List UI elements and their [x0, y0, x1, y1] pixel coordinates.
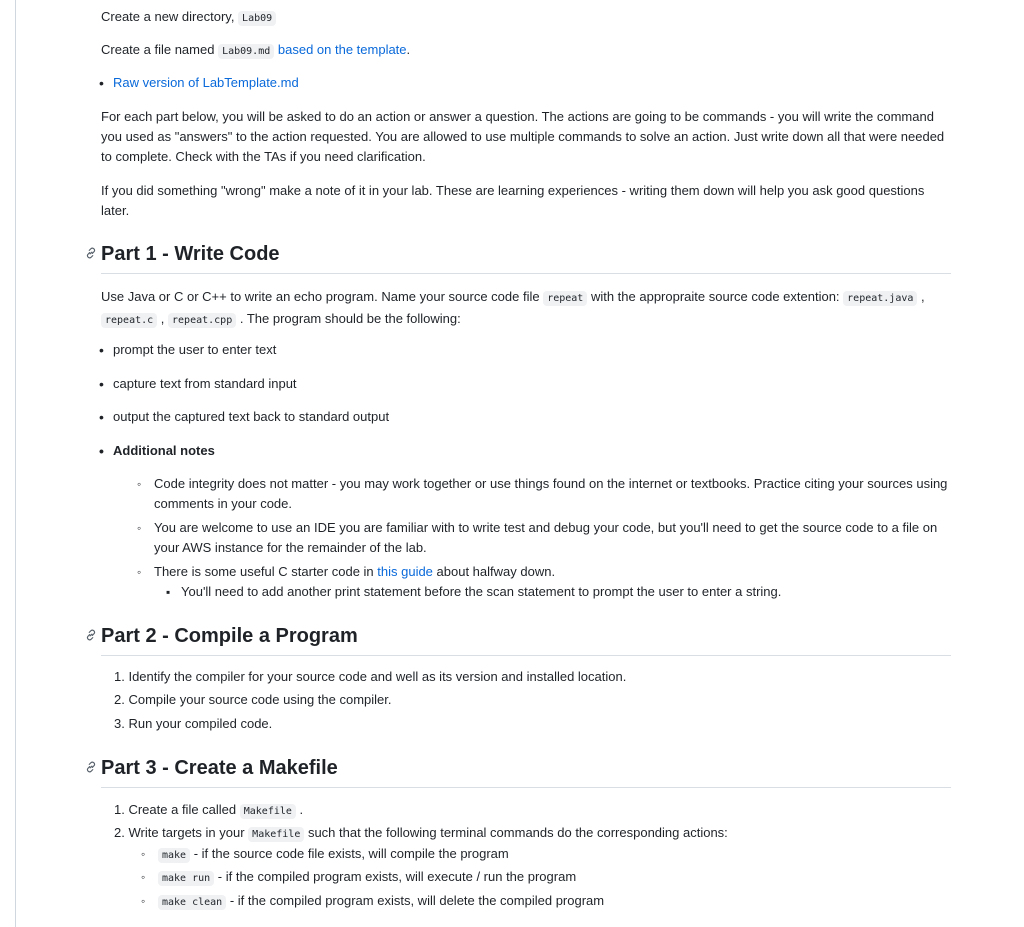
link-icon[interactable]: [84, 246, 98, 260]
inline-code: make run: [158, 871, 214, 886]
intro-file-line: Create a file named Lab09.md based on the template.: [101, 42, 411, 57]
guide-link[interactable]: this guide: [377, 564, 433, 579]
inline-code: Lab09.md: [218, 44, 274, 59]
section-heading: Part 2 - Compile a Program: [101, 622, 951, 656]
template-link[interactable]: based on the template: [277, 42, 407, 57]
inline-code: Makefile: [248, 827, 304, 842]
make-target-item: ◦ make clean - if the compiled program exists, will delete the compiled program: [158, 891, 604, 913]
make-target-item: ◦ make - if the source code file exists, will compile the program: [158, 844, 509, 866]
list-item: • prompt the user to enter text: [113, 340, 276, 360]
inline-code: make: [158, 848, 190, 863]
inline-code: repeat: [543, 291, 587, 306]
intro-paragraph: If you did something "wrong" make a note of it in your lab. These are learning experiences - writing them down will help you ask good questions later.: [101, 183, 925, 218]
list-item: • output the captured text back to standard output: [113, 407, 389, 427]
subnote-item: ▪ You'll need to add another print statement before the scan statement to prompt the user to enter a string.: [181, 582, 781, 602]
ordered-item: 2. Write targets in your Makefile such that the following terminal commands do the corresponding actions:: [114, 825, 728, 840]
inline-code: repeat.java: [843, 291, 917, 306]
intro-paragraph: For each part below, you will be asked to do an action or answer a question. The actions are going to be commands - you will write the command you used as "answers" to the action requested. You are allowed to use multiple commands to solve an action. Just write down all that were needed to complete. Check with the TAs if you need clarification.: [101, 109, 945, 164]
part1-description: Use Java or C or C++ to write an echo program. Name your source code file repeat with the appropraite source code extention: repeat.java , repeat.c , repeat.cpp . The program should be the following:: [101, 289, 925, 326]
make-target-item: ◦ make run - if the compiled program exists, will execute / run the program: [158, 867, 576, 889]
link-icon[interactable]: [84, 628, 98, 642]
inline-code: Makefile: [240, 804, 296, 819]
intro-directory-line: Create a new directory, Lab09: [101, 7, 951, 29]
ordered-item: 3. Run your compiled code.: [114, 716, 273, 731]
list-item: • capture text from standard input: [113, 374, 297, 394]
link-icon[interactable]: [84, 760, 98, 774]
left-border: [15, 0, 16, 927]
note-item: ◦ You are welcome to use an IDE you are familiar with to write test and debug your code, but you'll need to get the source code to a file on your AWS instance for the remainder of the lab.: [154, 518, 951, 558]
section-heading: Part 1 - Write Code: [101, 240, 951, 274]
note-item: ◦ Code integrity does not matter - you may work together or use things found on the internet or textbooks. Practice citing your sources using comments in your code.: [154, 474, 951, 514]
ordered-item: 1. Create a file called Makefile .: [114, 802, 304, 817]
ordered-item: 2. Compile your source code using the compiler.: [114, 692, 392, 707]
list-item: • Additional notes: [113, 441, 215, 461]
note-item: ◦ There is some useful C starter code in this guide about halfway down.: [154, 562, 951, 582]
raw-template-link[interactable]: Raw version of LabTemplate.md: [113, 75, 299, 90]
section-heading: Part 3 - Create a Makefile: [101, 754, 951, 788]
ordered-item: 1. Identify the compiler for your source code and well as its version and installed location.: [114, 669, 627, 684]
inline-code: Lab09: [238, 11, 276, 26]
inline-code: make clean: [158, 895, 226, 910]
inline-code: repeat.cpp: [168, 313, 236, 328]
inline-code: repeat.c: [101, 313, 157, 328]
list-item: [113, 73, 299, 93]
